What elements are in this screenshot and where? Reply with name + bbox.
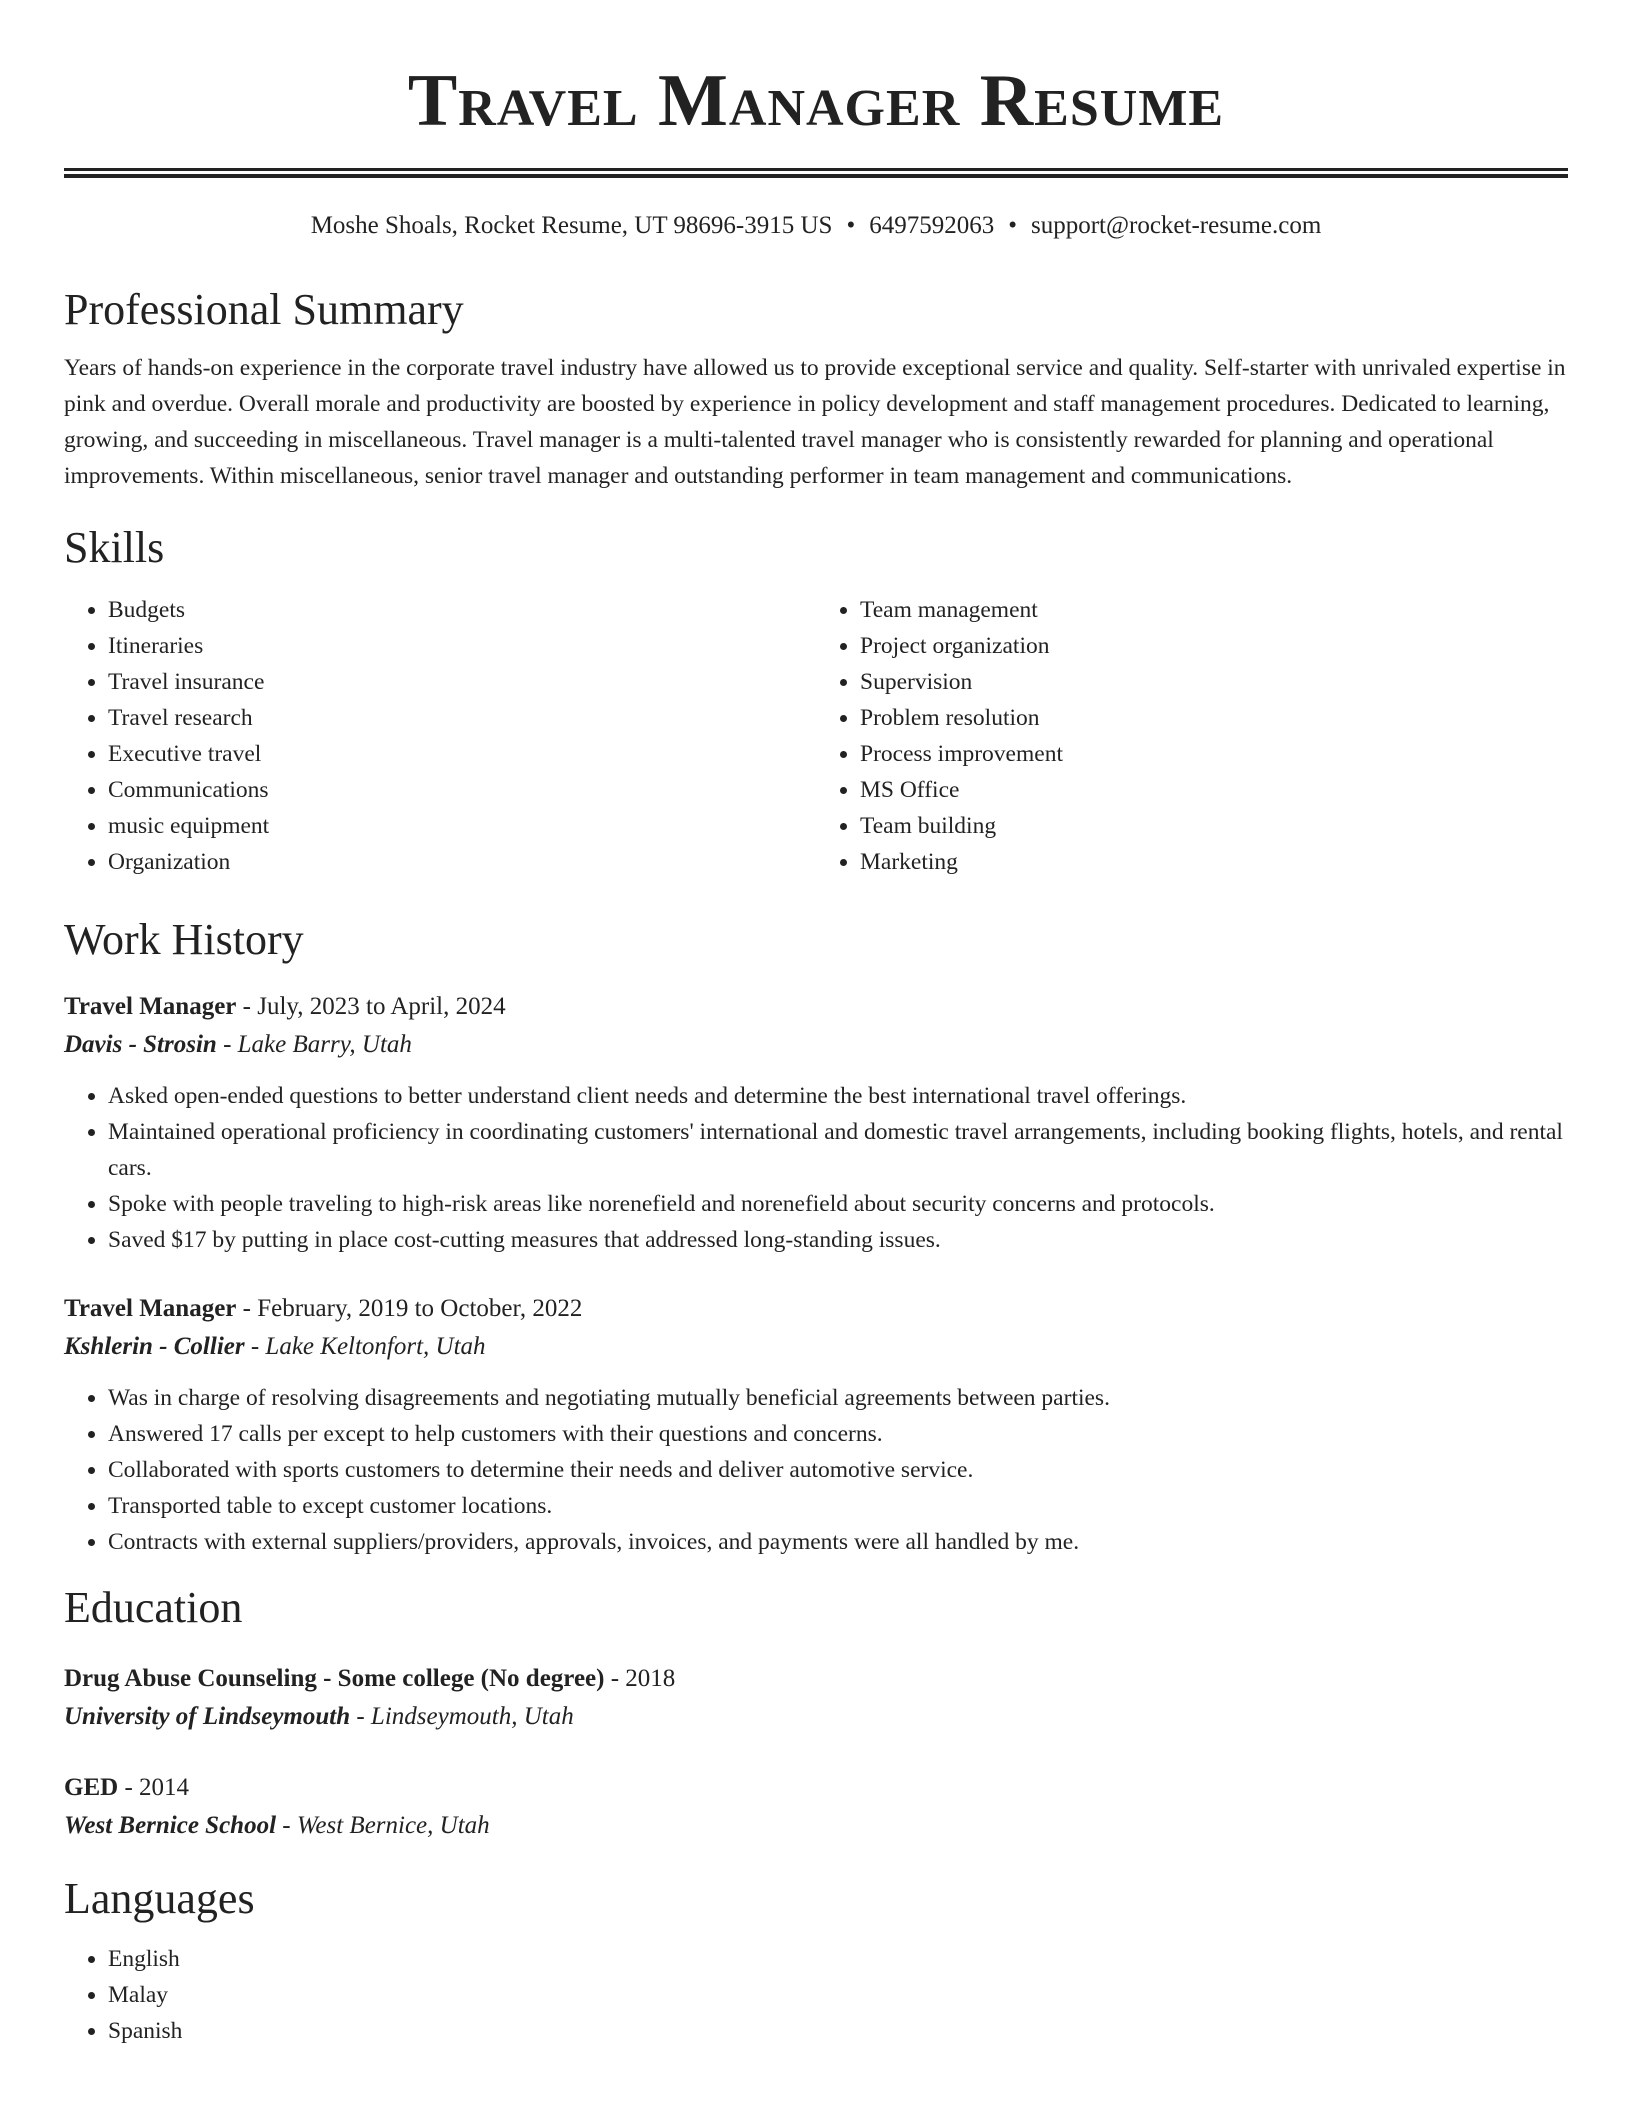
contact-separator: • — [1008, 212, 1017, 239]
skill-item: • Marketing — [860, 844, 1568, 880]
skill-item: • Travel insurance — [108, 664, 816, 700]
skill-item: • Process improvement — [860, 736, 1568, 772]
skill-item: • Executive travel — [108, 736, 816, 772]
title-double-rule — [64, 168, 1568, 178]
language-item: • Malay — [108, 1977, 1568, 2013]
job-title-line — [64, 1290, 1568, 1328]
language-item: • Spanish — [108, 2013, 1568, 2049]
education-entry — [64, 1660, 1568, 1736]
education-year: - 2018 — [604, 1665, 676, 1692]
job-bullet: • Transported table to except customer locations. — [108, 1488, 1568, 1524]
job-bullet: • Spoke with people traveling to high-risk areas like norenefield and norenefield about security concerns and protocols. — [108, 1186, 1568, 1222]
education-degree-line — [64, 1660, 1568, 1698]
job-entry — [64, 988, 1568, 1258]
job-bullet: • Maintained operational proficiency in coordinating customers' international and domestic travel arrangements, including booking flights, hotels, and rental cars. — [108, 1114, 1568, 1186]
job-title: Travel Manager — [64, 993, 237, 1020]
job-title: Travel Manager — [64, 1295, 237, 1322]
job-dates: - July, 2023 to April, 2024 — [236, 993, 506, 1020]
resume-title: Travel Manager Resume — [407, 60, 1225, 142]
job-bullet: • Contracts with external suppliers/providers, approvals, invoices, and payments were all handled by me. — [108, 1524, 1568, 1560]
job-bullet: • Saved $17 by putting in place cost-cutting measures that addressed long-standing issues. — [108, 1222, 1568, 1258]
skill-item: • music equipment — [108, 808, 816, 844]
language-item: • English — [108, 1941, 1568, 1977]
skill-item: • Communications — [108, 772, 816, 808]
skills-columns — [64, 592, 1568, 880]
summary-heading: Professional Summary — [64, 285, 464, 334]
skill-item: • Itineraries — [108, 628, 816, 664]
job-location: - Lake Barry, Utah — [216, 1031, 412, 1058]
job-company-line — [64, 1328, 1568, 1366]
contact-separator: • — [846, 212, 856, 239]
skill-item: • Organization — [108, 844, 816, 880]
skills-list-left — [64, 592, 816, 880]
skill-item: • Team building — [860, 808, 1568, 844]
education-year: - 2014 — [118, 1774, 190, 1801]
skill-item: • Budgets — [108, 592, 816, 628]
education-school-line — [64, 1807, 1568, 1845]
skills-list-right — [816, 592, 1568, 880]
skill-item: • Project organization — [860, 628, 1568, 664]
contact-address: Moshe Shoals, Rocket Resume, UT 98696-3915 US — [310, 212, 833, 239]
resume-page — [64, 0, 1568, 2049]
job-bullets — [64, 1380, 1568, 1560]
education-degree: GED — [64, 1774, 119, 1801]
job-company-line — [64, 1026, 1568, 1064]
job-company: Davis - Strosin — [64, 1031, 217, 1058]
languages-list — [64, 1941, 1568, 2049]
education-location: - West Bernice, Utah — [276, 1812, 490, 1839]
skill-item: • MS Office — [860, 772, 1568, 808]
job-dates: - February, 2019 to October, 2022 — [236, 1295, 583, 1322]
skill-item: • Supervision — [860, 664, 1568, 700]
job-location: - Lake Keltonfort, Utah — [244, 1333, 486, 1360]
education-degree: Drug Abuse Counseling - Some college (No degree) — [64, 1665, 605, 1692]
education-school: West Bernice School — [64, 1812, 277, 1839]
skills-heading: Skills — [64, 523, 165, 572]
skill-item: • Team management — [860, 592, 1568, 628]
work-history-heading: Work History — [64, 915, 304, 964]
job-bullets — [64, 1078, 1568, 1258]
job-bullet: • Collaborated with sports customers to determine their needs and deliver automotive service. — [108, 1452, 1568, 1488]
languages-heading: Languages — [64, 1874, 255, 1923]
education-location: - Lindseymouth, Utah — [350, 1703, 574, 1730]
summary-text: Years of hands-on experience in the corporate travel industry have allowed us to provide exceptional service and quality. Self-starter with unrivaled expertise in pink and overdue. Overall morale and productivity are boosted by experience in policy development and staff management procedures. Dedicated to learning, growing, and succeeding in miscellaneous. Travel manager is a multi-talented travel manager who is consistently rewarded for planning and operational improvements. Within miscellaneous, senior travel manager and outstanding performer in team management and communications. — [64, 355, 1566, 489]
education-school: University of Lindseymouth — [64, 1703, 351, 1730]
education-school-line — [64, 1698, 1568, 1736]
contact-line — [64, 210, 1568, 242]
skill-item: • Problem resolution — [860, 700, 1568, 736]
education-degree-line — [64, 1769, 1568, 1807]
education-entry — [64, 1769, 1568, 1845]
job-bullet: • Was in charge of resolving disagreements and negotiating mutually beneficial agreements between parties. — [108, 1380, 1568, 1416]
contact-email: support@rocket-resume.com — [1030, 212, 1322, 239]
job-bullet: • Answered 17 calls per except to help customers with their questions and concerns. — [108, 1416, 1568, 1452]
job-title-line — [64, 988, 1568, 1026]
job-company: Kshlerin - Collier — [64, 1333, 245, 1360]
skill-item: • Travel research — [108, 700, 816, 736]
contact-phone: 6497592063 — [869, 212, 995, 239]
job-entry — [64, 1290, 1568, 1560]
education-heading: Education — [64, 1583, 243, 1632]
job-bullet: • Asked open-ended questions to better understand client needs and determine the best international travel offerings. — [108, 1078, 1568, 1114]
